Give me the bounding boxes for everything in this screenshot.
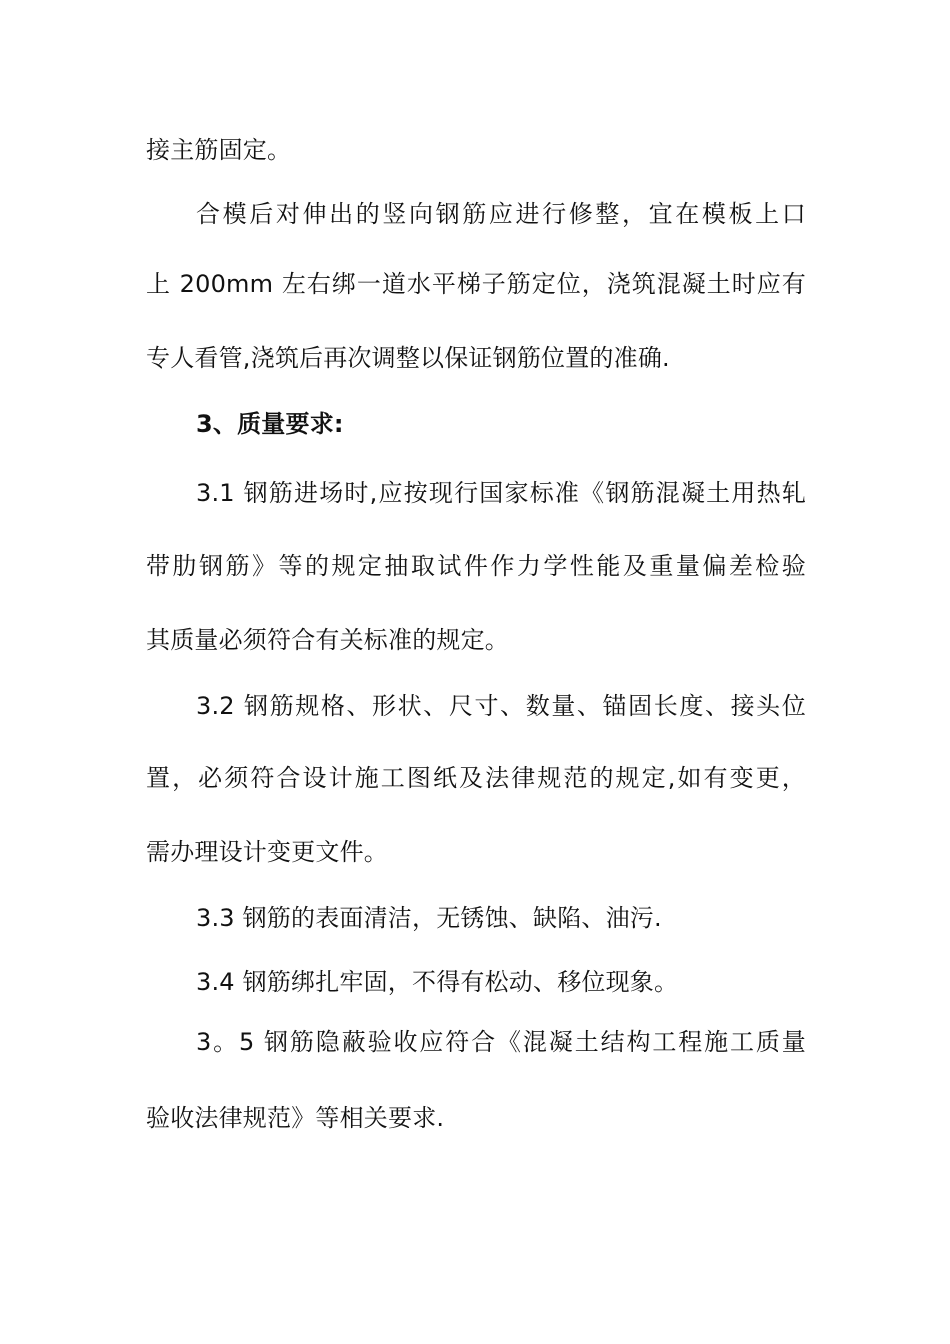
text-line-2: 合模后对伸出的竖向钢筋应进行修整，宜在模板上口 (196, 200, 806, 228)
text-line-15: 验收法律规范》等相关要求. (146, 1104, 445, 1132)
text-line-10: 置，必须符合设计施工图纸及法律规范的规定,如有变更， (146, 764, 806, 792)
text-line-4: 专人看管,浇筑后再次调整以保证钢筋位置的准确. (146, 344, 670, 372)
text-line-13: 3.4 钢筋绑扎牢固，不得有松动、移位现象。 (196, 968, 679, 996)
text-line-6: 3.1 钢筋进场时,应按现行国家标准《钢筋混凝土用热轧 (196, 479, 806, 507)
text-line-11: 需办理设计变更文件。 (146, 838, 388, 866)
text-line-1: 接主筋固定。 (146, 136, 292, 164)
text-line-7: 带肋钢筋》等的规定抽取试件作力学性能及重量偏差检验 (146, 552, 806, 580)
text-line-9: 3.2 钢筋规格、形状、尺寸、数量、锚固长度、接头位 (196, 692, 806, 720)
text-line-12: 3.3 钢筋的表面清洁，无锈蚀、缺陷、油污. (196, 904, 662, 932)
text-line-3: 上 200mm 左右绑一道水平梯子筋定位，浇筑混凝土时应有 (146, 270, 806, 298)
text-line-8: 其质量必须符合有关标准的规定。 (146, 626, 509, 654)
text-line-14: 3。5 钢筋隐蔽验收应符合《混凝土结构工程施工质量 (196, 1028, 806, 1056)
section-heading: 3、质量要求: (196, 410, 344, 438)
